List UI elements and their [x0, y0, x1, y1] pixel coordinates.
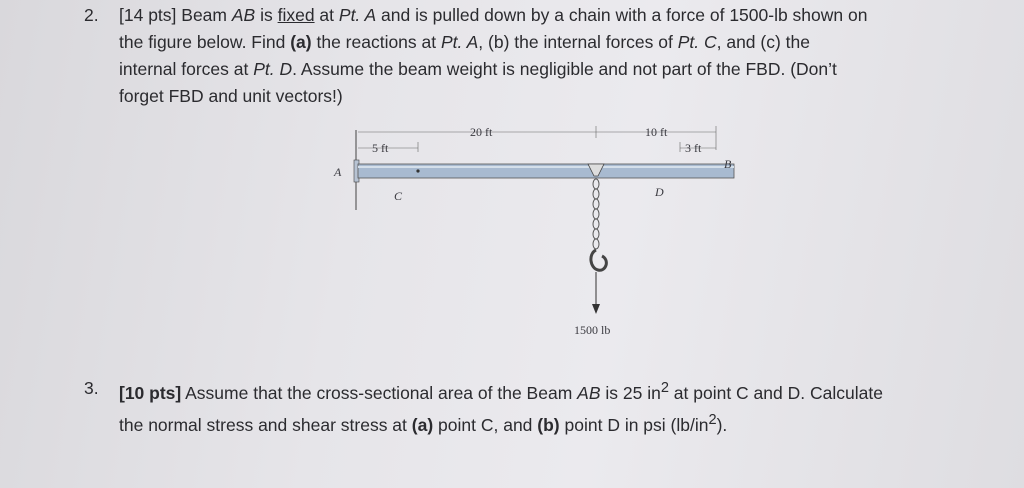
text-bold: (a): [411, 414, 434, 435]
text-underlined: fixed: [277, 5, 315, 25]
problem-2-line-4: [119, 83, 979, 110]
problem-2-line-2: [119, 29, 979, 56]
text-italic: Pt. D: [253, 59, 293, 79]
points-label: [14 pts]: [119, 5, 177, 25]
problem-2-line-3: [119, 56, 979, 83]
text: and is pulled down by a chain with a force of 1500-lb shown on: [376, 5, 868, 25]
label-a: A: [334, 165, 342, 179]
dimension-20ft: 20 ft: [470, 125, 493, 139]
text: Assume that the cross-sectional area of the Beam: [181, 382, 578, 403]
text: is 25 in: [600, 382, 661, 403]
beam-diagram: [320, 120, 740, 340]
text: at: [314, 5, 339, 25]
text: ).: [716, 414, 728, 435]
label-d: D: [655, 185, 664, 199]
dimension-3ft: 3 ft: [685, 141, 702, 155]
problem-3-number: 3.: [84, 378, 99, 398]
beam-figure: [320, 120, 740, 340]
text: , and (c) the: [716, 32, 810, 52]
text: Beam: [176, 5, 232, 25]
dimension-5ft: 5 ft: [372, 141, 389, 155]
label-b: B: [724, 157, 732, 171]
text-bold: (a): [290, 32, 312, 52]
text: . Assume the beam weight is negligible and not part of the FBD. (Don’t: [292, 59, 837, 79]
text: forget FBD and unit vectors!): [119, 86, 343, 106]
problem-2-text: [119, 2, 979, 110]
text-bold: (b): [537, 414, 560, 435]
text-italic: Pt. A: [338, 5, 377, 25]
hook-icon: [591, 250, 606, 270]
points-label: [10 pts]: [119, 382, 182, 403]
text-italic: Pt. C: [677, 32, 717, 52]
problem-3-line-1: [119, 375, 979, 407]
problem-3-line-2: [119, 407, 979, 439]
text: the normal stress and shear stress at: [119, 414, 412, 435]
label-c: C: [394, 189, 403, 203]
superscript: 2: [660, 380, 669, 396]
problem-2-number: 2.: [84, 5, 99, 25]
text: at point C and D. Calculate: [668, 382, 883, 403]
chain-icon: [593, 179, 599, 249]
force-arrow-head: [592, 304, 600, 314]
text-italic: AB: [577, 382, 601, 403]
point-c-marker: [416, 169, 419, 172]
text: the figure below. Find: [119, 32, 291, 52]
problem-2-line-1: [119, 2, 979, 29]
text-italic: AB: [231, 5, 256, 25]
text: point C, and: [433, 414, 538, 435]
text: internal forces at: [119, 59, 254, 79]
superscript: 2: [708, 411, 717, 428]
force-label: 1500 lb: [574, 323, 611, 337]
text: is: [255, 5, 278, 25]
text: the reactions at: [311, 32, 441, 52]
dimension-10ft: 10 ft: [645, 125, 668, 139]
text: point D in psi (lb/in: [559, 414, 709, 435]
problem-3-text: [119, 375, 979, 439]
text: , (b) the internal forces of: [478, 32, 678, 52]
text-italic: Pt. A: [441, 32, 479, 52]
